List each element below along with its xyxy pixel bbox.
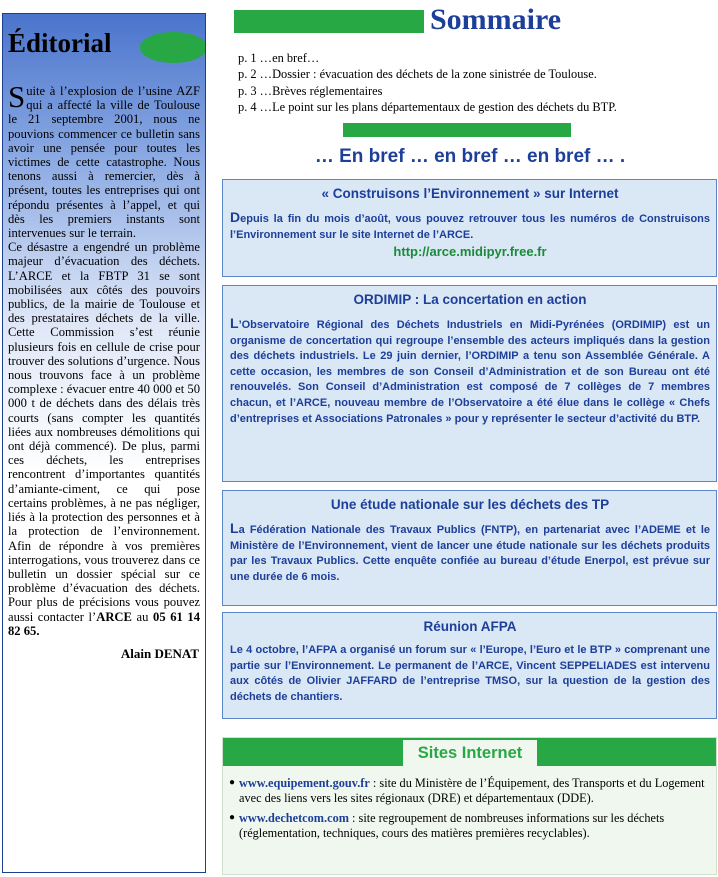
article-body-text: epuis la fin du mois d’août, vous pouvez retrouver tous les numéros de Construisons l’Environnement sur le site Internet de l’ARCE.: [230, 213, 710, 241]
article-body: [230, 521, 710, 585]
en-bref-heading: … En bref … en bref … en bref … .: [314, 146, 626, 167]
article-construisons: [222, 179, 717, 277]
editorial-title: Éditorial: [8, 28, 112, 58]
editorial-text: [8, 79, 200, 638]
sommaire-item: p. 1 …en bref…: [238, 51, 320, 65]
editorial-paragraph-2: Ce désastre a engendré un problème majeur d’évacuation des déchets. L’ARCE et la FBTP 31 se sont mobilisées aux côtés des pouvoirs publics, de la mairie de Toulouse et des prestataires déchets de la ville. Cette Commission s’est réunie plusieurs fois en cellule de crise pour trouver des solutions d’urgence. Nous nous trouvons face à un problème complexe : évacuer entre 40 000 et 50 000 t de déchets dans des délais très courts (sans compter les quantités liées aux nombreuses démolitions qui ont déjà commencé). De plus, parmi ces déchets, les entreprises rencontrent d’importantes quantités d’amiante-ciment, ce qui pose certains problèmes, à ne pas négliger, liés à la protection des personnes et à la protection de l’environnement. Afin de répondre à vos premières interrogations, vous trouverez dans ce bulletin un dossier spécial sur ce problème d’évacuation des déchets. Pour plus de précisions vous pouvez aussi contacter l’: [8, 240, 200, 624]
article-title: Réunion AFPA: [423, 619, 517, 634]
article-body: [230, 316, 710, 427]
bullet-icon: ●: [229, 812, 236, 823]
site-description: : site du Ministère de l’Équipement, des Transports et du Logement avec des liens vers les sites régionaux (DRE) et départementaux (DDE).: [239, 776, 705, 805]
article-body: [230, 210, 710, 243]
article-title: Une étude nationale sur les déchets des TP: [330, 497, 610, 512]
article-ordimip: [222, 285, 717, 482]
sites-title: Sites Internet: [403, 740, 537, 766]
bullet-icon: ●: [229, 777, 236, 788]
article-cap: L: [230, 315, 239, 331]
editorial-paragraph-1: uite à l’explosion de l’usine AZF qui a affecté la ville de Toulouse le 21 septembre 2001, nous ne pouvions commencer ce bulletin sans avoir une pensée pour toutes les victimes de cette catastrophe. Nous tenons aussi à remercier, dès à présent, toutes les entreprises qui ont répondu présentes à l’appel, et qui dès les premiers instants sont intervenues sur le terrain.: [8, 84, 200, 241]
arce-website-link[interactable]: http://arce.midipyr.free.fr: [393, 244, 547, 260]
green-oval-decoration: [140, 32, 206, 63]
sites-internet-section: [222, 737, 717, 875]
article-body-text: a Fédération Nationale des Travaux Publics (FNTP), en partenariat avec l’ADEME et le Ministère de l’Environnement, vient de lancer une étude nationale sur les déchets produits par les Travaux Publics. Cette enquête confiée au bureau d’étude Enerpol, est prévue sur une durée de 6 mois.: [230, 524, 710, 583]
article-body-text: Le 4 octobre, l’AFPA a organisé un forum sur « l’Europe, l’Euro et le BTP » comprenant une partie sur l’Environnement. Le permanent de l’ARCE, Vincent SEPPELIADES est intervenu aux côtés de Olivier JAFFARD de l’entreprise TMSO, sur la question de la gestion des déchets de chantiers.: [230, 644, 710, 703]
article-title: « Construisons l’Environnement » sur Internet: [321, 186, 619, 201]
sommaire-title: Sommaire: [430, 3, 562, 36]
editorial-header: [8, 22, 200, 68]
editorial-dropcap: S: [8, 79, 26, 114]
article-etude-nationale: [222, 490, 717, 606]
editorial-column: [2, 13, 206, 873]
site-link-dechetcom[interactable]: www.dechetcom.com: [239, 811, 349, 825]
sommaire-list: [238, 50, 617, 115]
article-cap: L: [230, 520, 239, 536]
site-description: : site regroupement de nombreuses informations sur les déchets (réglementation, techniques, cours des matières premières recyclables).: [239, 811, 665, 840]
article-title: ORDIMIP : La concertation en action: [353, 292, 587, 307]
article-body-text: ’Observatoire Régional des Déchets Industriels en Midi-Pyrénées (ORDIMIP) est un organisme de concertation qui regroupe l’ensemble des acteurs impliqués dans la gestion des déchets industriels. Le 29 juin dernier, l’ORDIMIP a tenu son Assemblée Générale. A cette occasion, les membres de son Conseil d’Administration et de son Bureau ont été renouvelés. Son Conseil d’Administration est composé de 7 collèges de 7 membres chacun, et l’ARCE, nouveau membre de l’Observatoire a été élue dans le collège « Chefs d’entreprises et Associations Patronales » pour y représenter le secteur d’activité du BTP.: [230, 319, 710, 425]
list-item: [229, 776, 709, 805]
article-reunion-afpa: [222, 612, 717, 719]
editorial-contact-mid: au: [131, 609, 154, 624]
site-link-equipement[interactable]: www.equipement.gouv.fr: [239, 776, 370, 790]
sommaire-item: p. 4 …Le point sur les plans départementaux de gestion des déchets du BTP.: [238, 99, 617, 114]
divider-green-bar: [343, 123, 571, 137]
sommaire-item: p. 2 …Dossier : évacuation des déchets de la zone sinistrée de Toulouse.: [238, 67, 597, 82]
editorial-signature: Alain DENAT: [120, 645, 199, 661]
sommaire-green-bar: [234, 10, 424, 33]
article-cap: D: [230, 209, 241, 225]
list-item: [229, 811, 709, 840]
sites-list: [229, 776, 709, 846]
sommaire-item: p. 3 …Brèves réglementaires: [238, 83, 383, 98]
article-body: [230, 643, 710, 705]
editorial-contact-org: ARCE: [96, 609, 132, 624]
editorial-contact-phone: 05 61 14 82 65.: [8, 609, 200, 638]
